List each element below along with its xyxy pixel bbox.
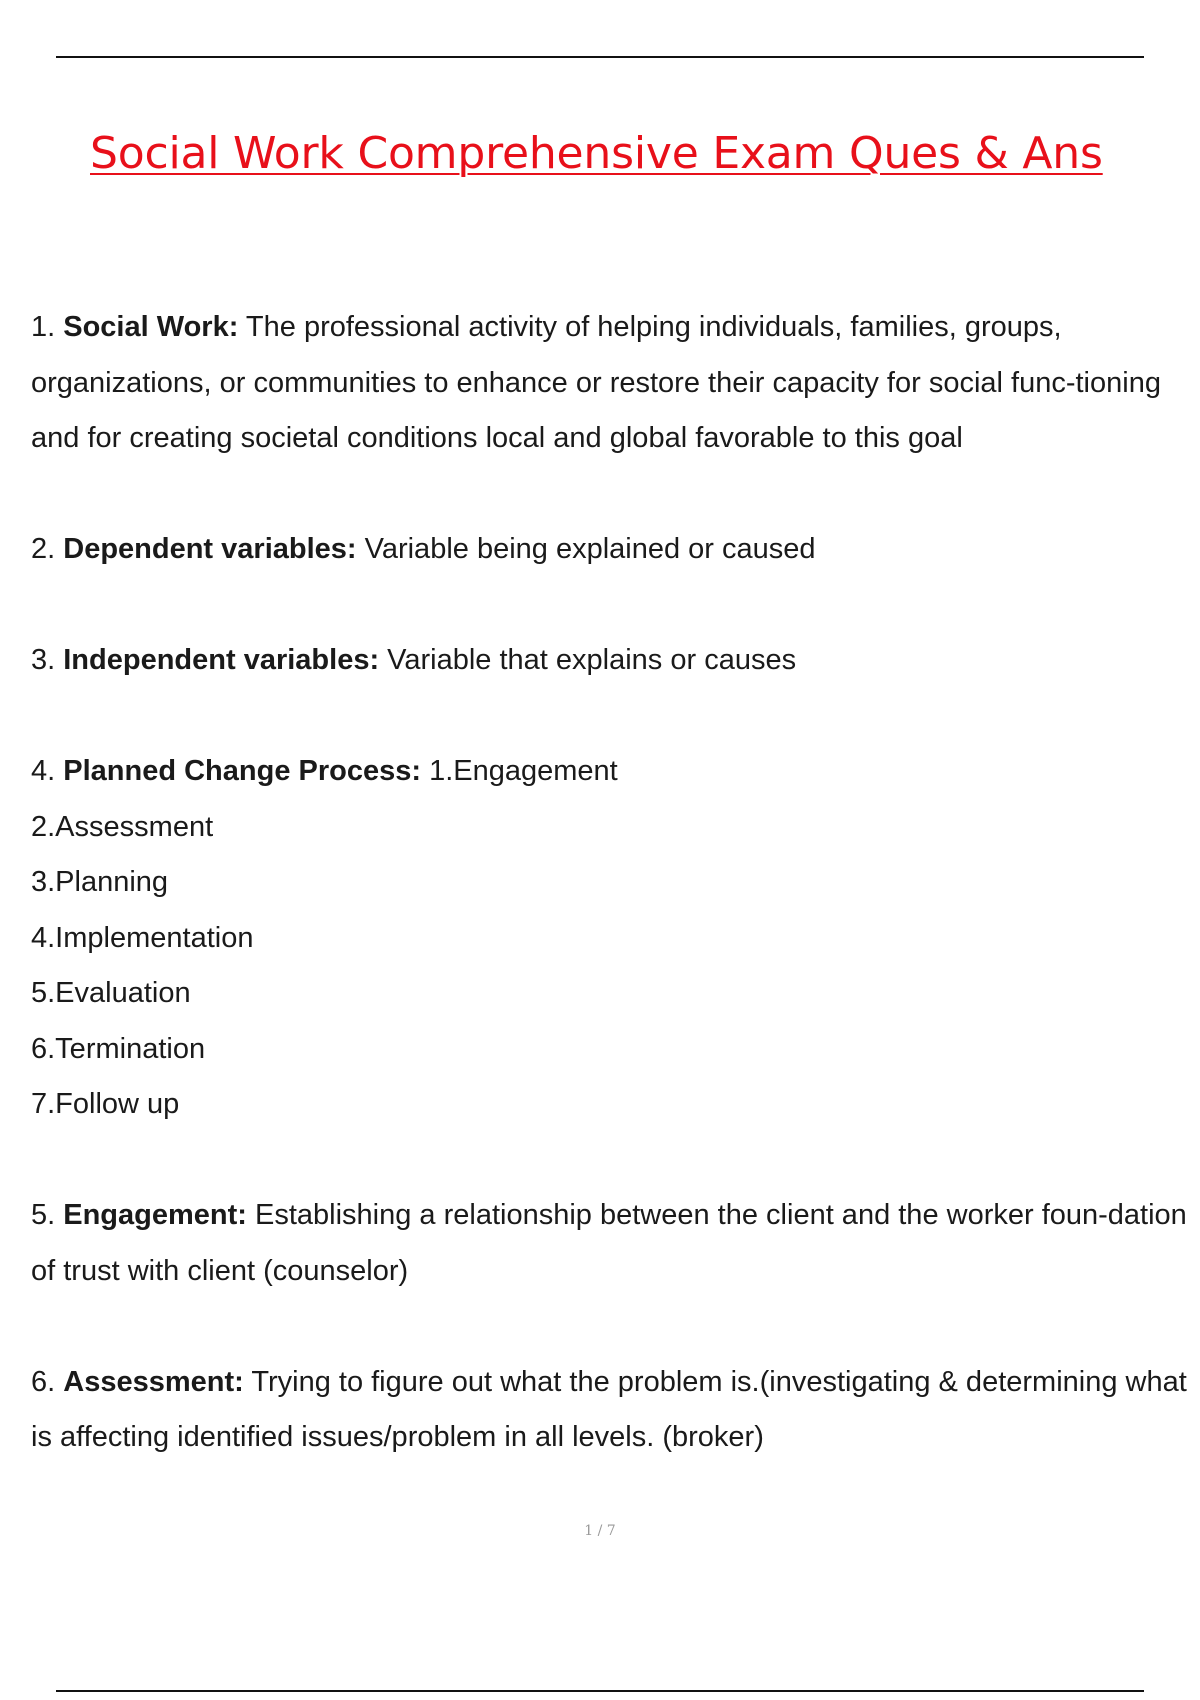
item-number: 4. — [31, 755, 56, 787]
top-rule — [56, 56, 1144, 58]
item-number: 3. — [31, 644, 56, 676]
item-number: 2. — [31, 533, 56, 565]
item-term: Social Work: — [63, 311, 239, 343]
item-term: Assessment: — [63, 1365, 244, 1398]
process-step: 6.Termination — [31, 1032, 206, 1065]
item-term: Engagement: — [63, 1199, 247, 1231]
item-definition: The professional activity of helping individuals, families, groups, organizations, or communities to enhance or restore their capacity for social func-tioning and for creating societal conditions local and global favorable to this goal — [31, 311, 1161, 454]
process-step: 5.Evaluation — [31, 977, 191, 1009]
page-indicator: 1 / 7 — [584, 1523, 616, 1539]
qa-item-2 — [31, 522, 1193, 578]
qa-list — [31, 300, 1193, 1521]
process-step: 2.Assessment — [31, 810, 214, 843]
qa-item-1 — [31, 300, 1193, 467]
item-definition: 1.Engagement — [429, 755, 618, 787]
bottom-rule — [56, 1690, 1144, 1692]
item-definition: Variable being explained or caused — [364, 533, 816, 565]
item-term: Dependent variables: — [63, 533, 357, 565]
qa-item-3 — [31, 633, 1193, 689]
item-definition: Establishing a relationship between the client and the worker foun-dation of trust with client (counselor) — [31, 1199, 1187, 1287]
item-number: 1. — [31, 311, 56, 343]
process-step: 7.Follow up — [31, 1088, 180, 1120]
document-title: Social Work Comprehensive Exam Ques & Ans — [90, 128, 1103, 179]
item-number: 6. — [31, 1365, 56, 1398]
item-term: Independent variables: — [63, 644, 380, 676]
item-definition: Variable that explains or causes — [387, 644, 797, 676]
process-step: 4.Implementation — [31, 921, 254, 954]
qa-item-4 — [31, 744, 1193, 1133]
qa-item-6 — [31, 1355, 1193, 1466]
qa-item-5 — [31, 1188, 1193, 1299]
process-step: 3.Planning — [31, 866, 169, 898]
item-definition: Trying to figure out what the problem is.(investigating & determining what is affecting identified issues/problem in all levels. (broker) — [31, 1365, 1187, 1453]
item-term: Planned Change Process: — [63, 755, 422, 787]
item-number: 5. — [31, 1199, 56, 1231]
